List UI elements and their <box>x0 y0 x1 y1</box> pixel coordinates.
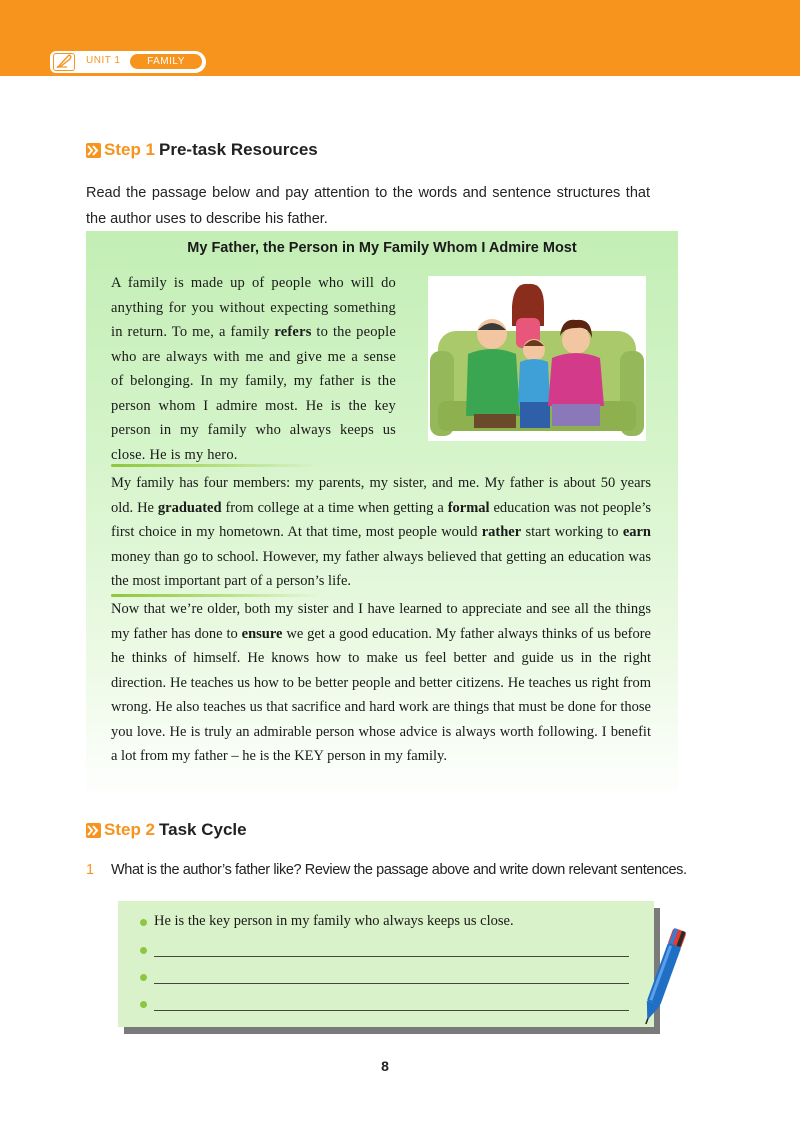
unit-topic: FAMILY <box>130 54 202 69</box>
answer-text: He is the key person in my family who always keeps us close. <box>154 913 514 929</box>
passage-text: education was not people’s first choice in my hometown. At that time, most people would <box>111 499 652 540</box>
answer-line <box>140 911 640 935</box>
step1-title: Pre-task Resources <box>159 140 318 159</box>
passage-text: to the people who are always with me and give me a sense of belonging. In my family, my father is the person whom I admire most. He is the key person in my family who always keeps us close. He is my hero. <box>111 324 396 463</box>
answer-blank[interactable] <box>154 956 629 957</box>
passage-text: A family is made up of people who will do anything for you without expecting something in return. To me, a family <box>111 275 396 340</box>
feather-pen-icon <box>53 53 75 71</box>
answer-blank[interactable] <box>154 1010 629 1011</box>
question-number: 1 <box>86 862 95 878</box>
vocab-word: refers <box>274 324 312 340</box>
answer-card <box>118 901 654 1027</box>
passage-paragraph-2 <box>111 471 651 594</box>
paragraph-divider <box>111 464 321 467</box>
answer-line[interactable] <box>140 939 640 963</box>
double-chevron-icon <box>86 823 101 838</box>
passage-text: from college at a time when getting a <box>221 499 448 516</box>
passage-text: Now that we’re older, both my sister and I have learned to appreciate and see all the things my father has done to <box>111 601 651 642</box>
passage-text: start working to <box>521 524 623 540</box>
passage-paragraph-3 <box>111 597 651 769</box>
double-chevron-icon <box>86 143 101 158</box>
passage-panel <box>86 231 678 801</box>
ballpoint-pen-icon <box>640 925 686 1030</box>
answer-line[interactable] <box>140 993 640 1017</box>
bullet-dot <box>140 1001 147 1008</box>
bullet-dot <box>140 947 147 954</box>
family-illustration <box>428 276 646 441</box>
vocab-word: graduated <box>157 499 222 516</box>
bullet-dot <box>140 919 147 926</box>
question-text: What is the author’s father like? Review the passage above and write down relevant sentences. <box>111 862 687 878</box>
passage-title: My Father, the Person in My Family Whom I Admire Most <box>187 240 577 256</box>
vocab-word: rather <box>481 524 522 540</box>
vocab-word: earn <box>622 524 651 540</box>
step1-number: Step 1 <box>104 140 156 159</box>
intro-text: Read the passage below and pay attention to the words and sentence structures that the author uses to describe his father. <box>86 185 650 227</box>
unit-label: UNIT 1 <box>86 55 121 66</box>
step2-number: Step 2 <box>104 820 156 839</box>
passage-text: we get a good education. My father always thinks of us before he thinks of himself. He knows how to make us feel better and guide us in the right direction. He teaches us how to be better people and better citizens. He teaches us right from wrong. He also teaches us that sacrifice and hard work are things that must be done for those you love. He is truly an admirable person whose advice is always worth following. I benefit a lot from my father – he is the KEY person in my family. <box>111 625 651 764</box>
bullet-dot <box>140 974 147 981</box>
passage-text: My family has four members: my parents, my sister, and me. My father is about 50 years old. He <box>111 475 651 516</box>
vocab-word: ensure <box>241 625 283 642</box>
answer-blank[interactable] <box>154 983 629 984</box>
unit-tab <box>50 51 206 73</box>
answer-line[interactable] <box>140 966 640 990</box>
vocab-word: formal <box>447 499 490 516</box>
passage-paragraph-1 <box>111 271 396 467</box>
page-number: 8 <box>381 1058 389 1074</box>
step2-title: Task Cycle <box>159 820 247 839</box>
passage-text: money than go to school. However, my father always believed that getting an education was the most important part of a person’s life. <box>111 548 651 589</box>
